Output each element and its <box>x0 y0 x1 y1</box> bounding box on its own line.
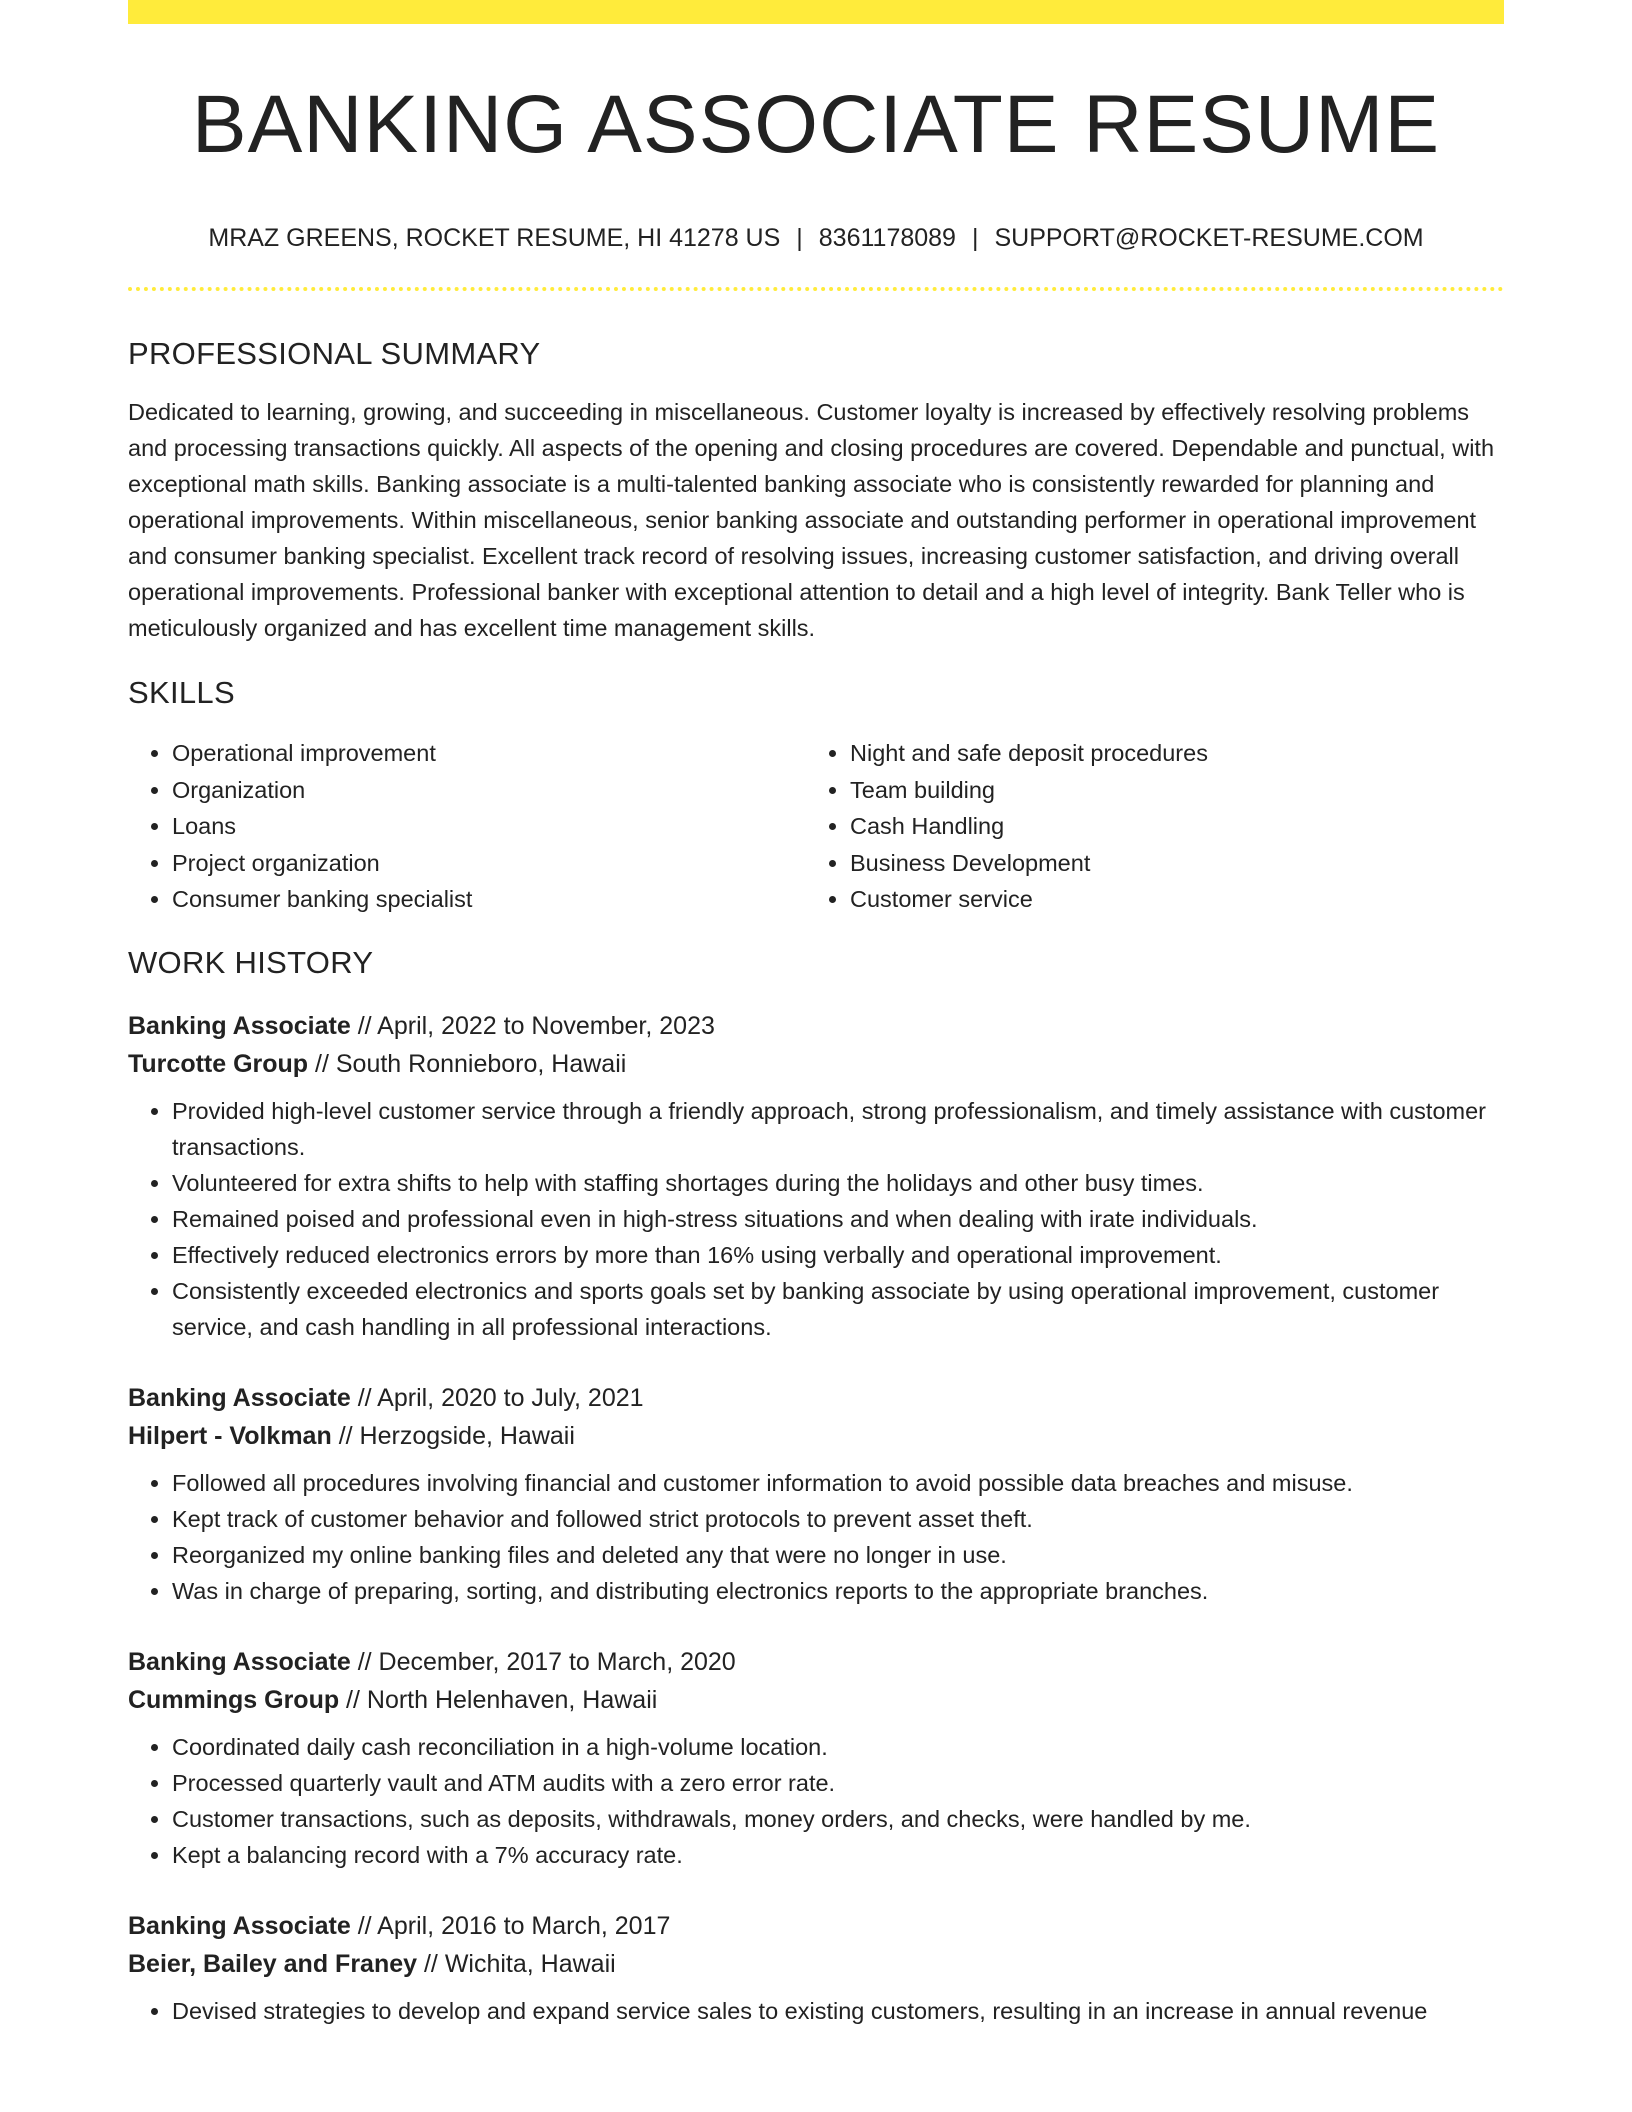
job-bullet: • Devised strategies to develop and expand service sales to existing customers, resulting in an increase in annual revenue <box>172 1993 1504 2029</box>
job-entry <box>128 1379 1504 1609</box>
job-company-line <box>128 1681 1504 1719</box>
job-entry <box>128 1643 1504 1873</box>
job-title-line <box>128 1007 1504 1045</box>
job-location: // North Helenhaven, Hawaii <box>339 1686 658 1715</box>
job-bullets <box>128 1465 1504 1609</box>
job-bullet: • Kept a balancing record with a 7% accuracy rate. <box>172 1837 1504 1873</box>
job-bullets <box>128 1729 1504 1873</box>
job-title-line <box>128 1907 1504 1945</box>
skills-grid <box>128 735 1504 918</box>
summary-text: Dedicated to learning, growing, and succeeding in miscellaneous. Customer loyalty is increased by effectively resolving problems and processing transactions quickly. All aspects of the opening and closing procedures are covered. Dependable and punctual, with exceptional math skills. Banking associate is a multi-talented banking associate who is consistently rewarded for planning and operational improvements. Within miscellaneous, senior banking associate and outstanding performer in operational improvement and consumer banking specialist. Excellent track record of resolving issues, increasing customer satisfaction, and driving overall operational improvements. Professional banker with exceptional attention to detail and a high level of integrity. Bank Teller who is meticulously organized and has excellent time management skills. <box>128 399 1495 642</box>
job-title: Banking Associate <box>128 1912 351 1941</box>
skill-item: • Organization <box>172 772 806 809</box>
job-bullets <box>128 1093 1504 1345</box>
job-bullet: • Coordinated daily cash reconciliation in a high-volume location. <box>172 1729 1504 1765</box>
job-bullet: • Customer transactions, such as deposits, withdrawals, money orders, and checks, were handled by me. <box>172 1801 1504 1837</box>
job-bullet: • Remained poised and professional even in high-stress situations and when dealing with irate individuals. <box>172 1201 1504 1237</box>
job-bullet: • Effectively reduced electronics errors by more than 16% using verbally and operational improvement. <box>172 1237 1504 1273</box>
job-company: Hilpert - Volkman <box>128 1422 332 1451</box>
job-entry <box>128 1007 1504 1345</box>
job-bullet: • Reorganized my online banking files and deleted any that were no longer in use. <box>172 1537 1504 1573</box>
job-company: Turcotte Group <box>128 1050 309 1079</box>
job-bullet: • Was in charge of preparing, sorting, and distributing electronics reports to the appropriate branches. <box>172 1573 1504 1609</box>
job-dates: // April, 2020 to July, 2021 <box>350 1384 644 1413</box>
job-bullets <box>128 1993 1504 2029</box>
resume-title: BANKING ASSOCIATE RESUME <box>191 79 1441 170</box>
job-company-line <box>128 1045 1504 1083</box>
job-title: Banking Associate <box>128 1384 351 1413</box>
job-title: Banking Associate <box>128 1648 351 1677</box>
skill-item: • Team building <box>850 772 1484 809</box>
job-bullet: • Provided high-level customer service through a friendly approach, strong professionalism, and timely assistance with customer transactions. <box>172 1093 1504 1165</box>
contact-phone: 8361178089 <box>818 224 956 252</box>
job-company: Beier, Bailey and Franey <box>128 1950 418 1979</box>
job-bullet: • Followed all procedures involving financial and customer information to avoid possible data breaches and misuse. <box>172 1465 1504 1501</box>
resume-page <box>128 0 1504 2029</box>
skill-item: • Customer service <box>850 881 1484 918</box>
job-bullet: • Kept track of customer behavior and followed strict protocols to prevent asset theft. <box>172 1501 1504 1537</box>
job-company: Cummings Group <box>128 1686 340 1715</box>
job-dates: // April, 2022 to November, 2023 <box>350 1012 715 1041</box>
dotted-divider <box>128 287 1504 291</box>
job-bullet: • Processed quarterly vault and ATM audits with a zero error rate. <box>172 1765 1504 1801</box>
job-location: // Wichita, Hawaii <box>417 1950 616 1979</box>
job-title-line <box>128 1643 1504 1681</box>
job-bullet: • Volunteered for extra shifts to help with staffing shortages during the holidays and other busy times. <box>172 1165 1504 1201</box>
contact-line <box>128 224 1504 253</box>
job-dates: // December, 2017 to March, 2020 <box>350 1648 736 1677</box>
contact-address: MRAZ GREENS, ROCKET RESUME, HI 41278 US <box>208 224 781 252</box>
contact-email: SUPPORT@ROCKET-RESUME.COM <box>994 224 1424 252</box>
skills-column-right <box>806 735 1484 918</box>
job-dates: // April, 2016 to March, 2017 <box>350 1912 671 1941</box>
skill-item: • Night and safe deposit procedures <box>850 735 1484 772</box>
skill-item: • Consumer banking specialist <box>172 881 806 918</box>
skills-column-left <box>128 735 806 918</box>
skill-item: • Cash Handling <box>850 808 1484 845</box>
work-history-heading: WORK HISTORY <box>128 944 374 980</box>
skill-item: • Project organization <box>172 845 806 882</box>
job-bullet: • Consistently exceeded electronics and sports goals set by banking associate by using operational improvement, customer service, and cash handling in all professional interactions. <box>172 1273 1504 1345</box>
job-location: // South Ronnieboro, Hawaii <box>308 1050 627 1079</box>
job-location: // Herzogside, Hawaii <box>331 1422 575 1451</box>
skill-item: • Business Development <box>850 845 1484 882</box>
job-title-line <box>128 1379 1504 1417</box>
summary-heading: PROFESSIONAL SUMMARY <box>128 336 541 371</box>
accent-top-bar <box>128 0 1504 24</box>
contact-separator: | <box>971 224 979 252</box>
job-company-line <box>128 1945 1504 1983</box>
job-entry <box>128 1907 1504 2029</box>
skill-item: • Loans <box>172 808 806 845</box>
job-company-line <box>128 1417 1504 1455</box>
skills-heading: SKILLS <box>128 675 235 711</box>
job-title: Banking Associate <box>128 1012 351 1041</box>
skill-item: • Operational improvement <box>172 735 806 772</box>
contact-separator: | <box>796 224 803 252</box>
